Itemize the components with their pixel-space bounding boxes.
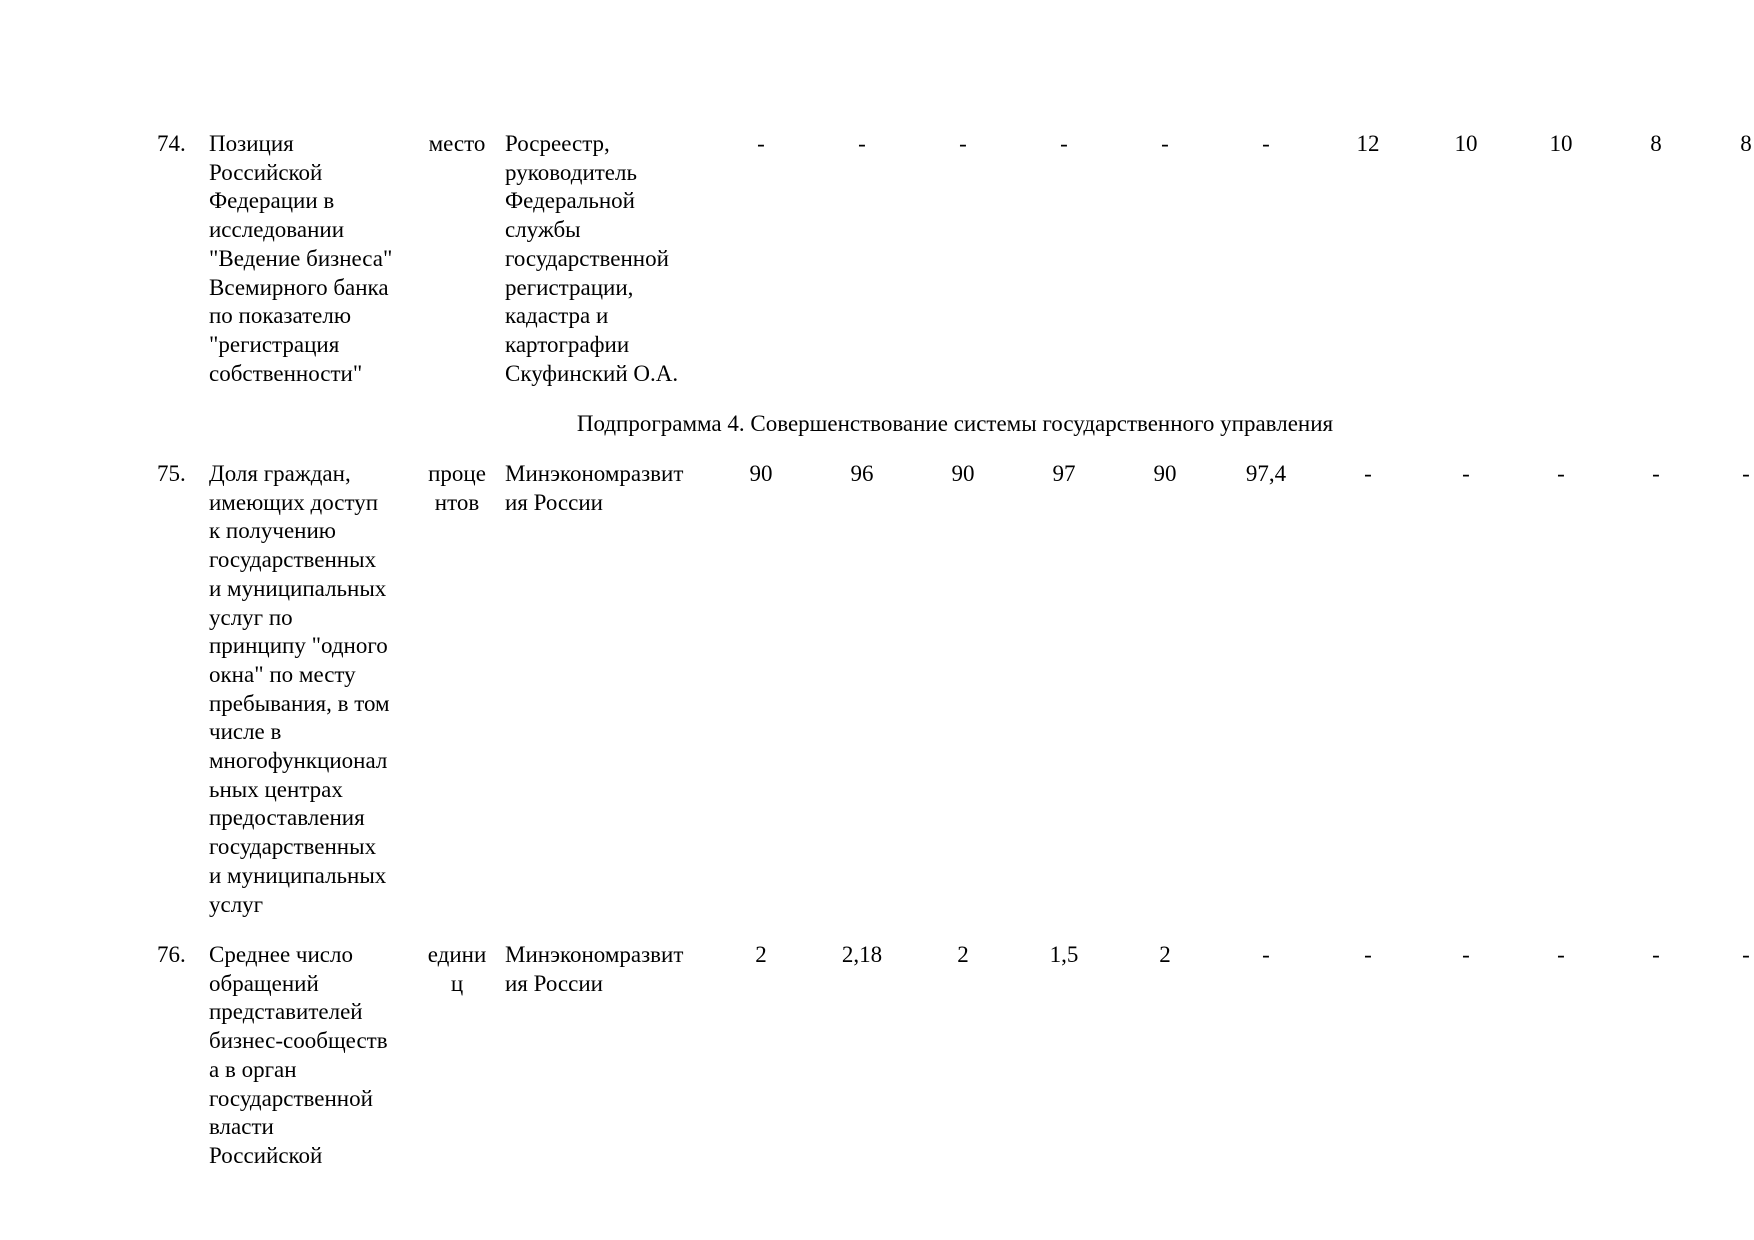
value-cell: - bbox=[1652, 942, 1660, 967]
responsible: Минэкономразвит ия России bbox=[505, 461, 684, 515]
indicator-name: Позиция Российской Федерации в исследовании "Ведение бизнеса" Всемирного банка по показателю "регистрация собственности" bbox=[209, 131, 393, 386]
value-cell: - bbox=[1557, 942, 1565, 967]
value-cell: 96 bbox=[850, 461, 874, 486]
value-cell: 90 bbox=[1153, 461, 1177, 486]
value-cell: 1,5 bbox=[1049, 942, 1079, 967]
unit: едини ц bbox=[427, 942, 487, 996]
value-cell: 90 bbox=[749, 461, 773, 486]
value-cell: 97 bbox=[1052, 461, 1076, 486]
value-cell: - bbox=[1364, 461, 1372, 486]
value-cell: 12 bbox=[1356, 131, 1380, 156]
row-number: 75. bbox=[157, 461, 186, 486]
indicator-name: Среднее число обращений представителей бизнес-сообществ а в орган государственной власти Российской bbox=[209, 942, 388, 1168]
unit: место bbox=[428, 131, 486, 156]
value-cell: 97,4 bbox=[1245, 461, 1287, 486]
value-cell: - bbox=[1462, 942, 1470, 967]
value-cell: 2 bbox=[755, 942, 767, 967]
section-heading-text: Подпрограмма 4. Совершенствование системы государственного управления bbox=[576, 411, 1334, 436]
value-cell: - bbox=[1652, 461, 1660, 486]
section-heading bbox=[0, 410, 1754, 439]
unit: проце нтов bbox=[428, 461, 486, 515]
value-cell: 2 bbox=[957, 942, 969, 967]
row-number: 74. bbox=[157, 131, 186, 156]
value-cell: - bbox=[1060, 131, 1068, 156]
indicator-name: Доля граждан, имеющих доступ к получению государственных и муниципальных услуг по принципу "одного окна" по месту пребывания, в том числе в многофункционал ьных центрах предоставления государственных и муниципальных услуг bbox=[209, 461, 390, 917]
value-cell: - bbox=[1161, 131, 1169, 156]
responsible: Минэкономразвит ия России bbox=[505, 942, 684, 996]
row-number: 76. bbox=[157, 942, 186, 967]
value-cell: - bbox=[1462, 461, 1470, 486]
value-cell: - bbox=[757, 131, 765, 156]
value-cell: 10 bbox=[1454, 131, 1478, 156]
value-cell: 10 bbox=[1549, 131, 1573, 156]
value-cell: 90 bbox=[951, 461, 975, 486]
value-cell: 8 bbox=[1650, 131, 1662, 156]
value-cell: 8 bbox=[1740, 131, 1752, 156]
value-cell: - bbox=[858, 131, 866, 156]
value-cell: - bbox=[1742, 461, 1750, 486]
value-cell: - bbox=[1742, 942, 1750, 967]
value-cell: 2,18 bbox=[841, 942, 883, 967]
value-cell: - bbox=[1557, 461, 1565, 486]
value-cell: - bbox=[1262, 942, 1270, 967]
responsible: Росреестр, руководитель Федеральной службы государственной регистрации, кадастра и картографии Скуфинский О.А. bbox=[505, 131, 679, 386]
value-cell: - bbox=[1262, 131, 1270, 156]
value-cell: - bbox=[959, 131, 967, 156]
value-cell: 2 bbox=[1159, 942, 1171, 967]
value-cell: - bbox=[1364, 942, 1372, 967]
